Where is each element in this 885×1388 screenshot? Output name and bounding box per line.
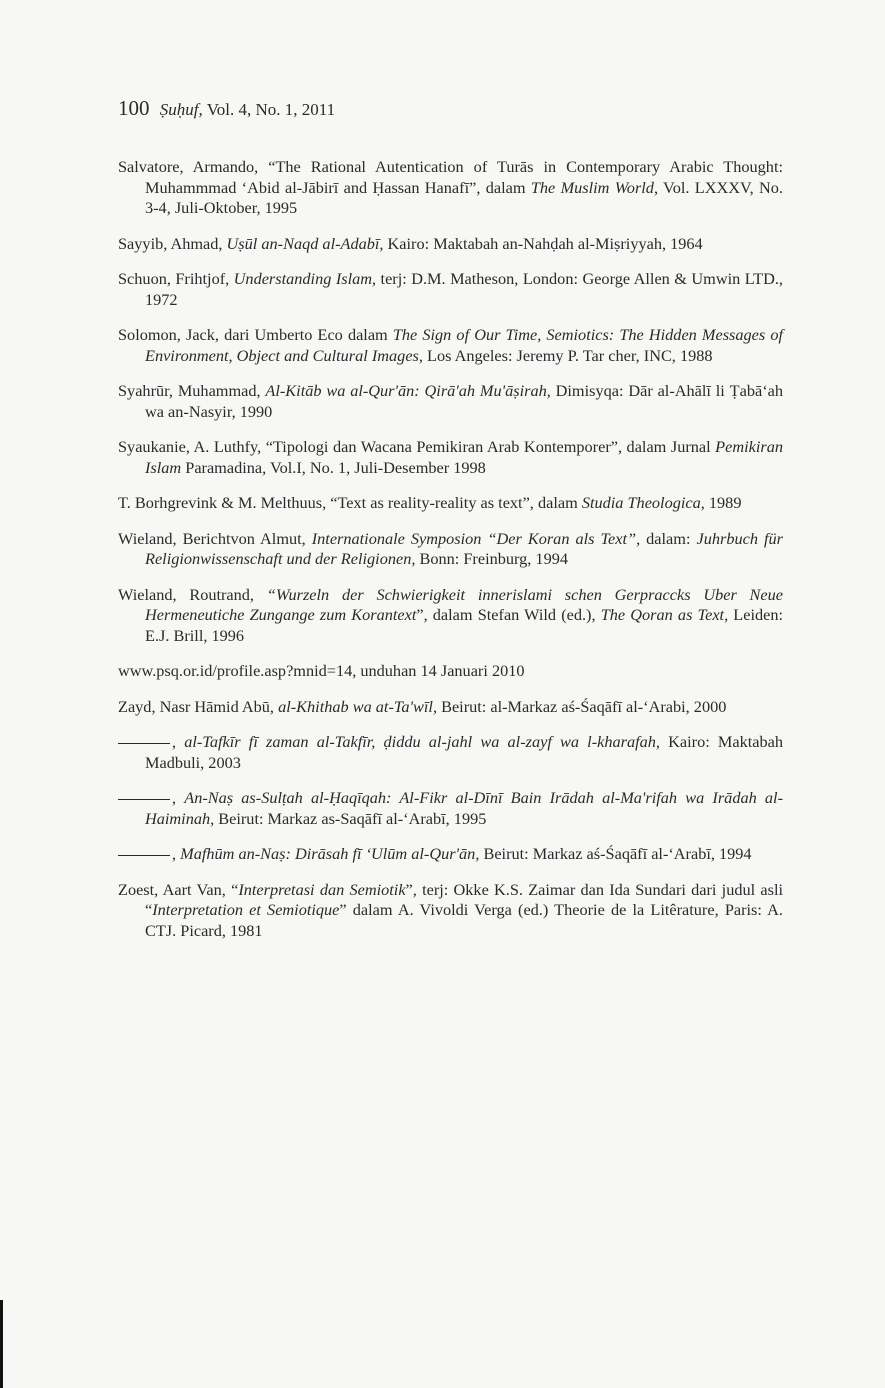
reference-text-segment: ” dalam A. Vivoldi Verga (ed.) Theorie de la Litêrature, Paris: A. CTJ. Picard, 1981 <box>145 900 783 940</box>
reference-italic-segment: al-Tafkīr fī zaman al-Takfīr, ḍiddu al-jahl wa al-zayf wa l-kharafah, <box>184 732 660 751</box>
reference-italic-segment: The Muslim World <box>530 177 654 197</box>
reference-text-segment: Beirut: al-Markaz aś-Śaqāfī al-‘Arabi, 2000 <box>437 696 727 716</box>
reference-entry <box>118 234 783 255</box>
reference-text-segment: www.psq.or.id/profile.asp?mnid=14, unduhan 14 Januari 2010 <box>118 661 525 680</box>
repeat-author-dash <box>118 799 170 800</box>
reference-text-segment: , <box>172 844 181 863</box>
reference-italic-segment: Interpretasi dan Semiotik <box>238 879 406 899</box>
reference-text-segment: dalam: <box>640 528 697 548</box>
reference-italic-segment: Al-Kitāb wa al-Qur'ān: Qirā'ah Mu'āṣirah, <box>265 381 551 400</box>
reference-italic-segment: Pemikiran Islam <box>145 437 783 477</box>
reference-text-segment: Wieland, Routrand, <box>118 584 267 604</box>
reference-text-segment: ”, terj: Okke K.S. Zaimar dan Ida Sundari dari judul asli “ <box>145 879 783 919</box>
reference-entry <box>118 157 783 219</box>
reference-text-segment: Kairo: Maktabah an-Nahḍah al-Miṣriyyah, 1964 <box>383 233 703 253</box>
reference-italic-segment: Studia Theologica <box>581 493 701 512</box>
reference-entry <box>118 437 783 478</box>
reference-italic-segment: The Qoran as Text, <box>600 605 729 624</box>
reference-text-segment: , 1989 <box>700 493 742 512</box>
reference-text-segment: Syaukanie, A. Luthfy, “Tipologi dan Wacana Pemikiran Arab Kontemporer”, dalam Jurnal <box>118 437 716 456</box>
journal-volume: Vol. 4, No. 1, 2011 <box>206 100 336 119</box>
repeat-author-dash <box>118 743 170 744</box>
reference-italic-segment: The Sign of Our Time, Semiotics: The Hidden Messages of Environment, Object and Cultural Images, <box>145 325 784 365</box>
reference-text-segment: T. Borhgrevink & M. Melthuus, “Text as reality-reality as text”, dalam <box>118 493 582 512</box>
reference-list <box>118 157 783 956</box>
reference-text-segment: Syahrūr, Muhammad, <box>118 381 266 400</box>
reference-italic-segment: Mafhūm an-Naṣ: Dirāsah fī ‘Ulūm al-Qur'ān, <box>180 844 480 863</box>
reference-text-segment: , <box>172 732 185 751</box>
reference-italic-segment: Internationale Symposion “Der Koran als Text”, <box>311 528 641 548</box>
reference-text-segment: Dimisyqa: Dār al-Ahālī li Ṭabā‘ah wa an-Nasyir, 1990 <box>145 381 784 421</box>
reference-text-segment: Sayyib, Ahmad, <box>118 233 227 253</box>
reference-text-segment: Paramadina, Vol.I, No. 1, Juli-Desember 1998 <box>181 457 486 477</box>
scan-edge-mark <box>0 1300 3 1388</box>
reference-text-segment: , terj: D.M. Matheson, London: George Allen & Umwin LTD., 1972 <box>145 269 783 309</box>
reference-text-segment: Zayd, Nasr Hāmid Abū, <box>118 696 279 716</box>
repeat-author-dash <box>118 855 170 856</box>
journal-title: Ṣuḥuf, <box>159 100 203 119</box>
reference-text-segment: Salvatore, Armando, “The Rational Autentication of Turās in Contemporary Arabic Thought: Muhammmad ‘Abid al-Jābirī and Ḥassan Hanafī”, dalam <box>118 157 783 197</box>
reference-text-segment: , <box>172 788 185 807</box>
reference-text-segment: Bonn: Freinburg, 1994 <box>415 549 568 568</box>
reference-entry <box>118 732 783 773</box>
reference-italic-segment: An-Naṣ as-Sulṭah al-Ḥaqīqah: Al-Fikr al-Dīnī Bain Irādah al-Ma'rifah wa Irādah al-Haiminah, <box>145 788 784 828</box>
reference-entry <box>118 697 783 718</box>
reference-entry <box>118 844 783 865</box>
reference-text-segment: Beirut: Markaz as-Saqāfī al-‘Arabī, 1995 <box>214 808 487 828</box>
reference-italic-segment: Uṣūl an-Naqd al-Adabī, <box>226 233 384 253</box>
reference-text-segment: Kairo: Maktabah Madbuli, 2003 <box>145 732 784 772</box>
reference-entry <box>118 529 783 570</box>
reference-italic-segment: al-Khithab wa at-Ta'wīl, <box>278 696 438 716</box>
reference-text-segment: ”, dalam Stefan Wild (ed.), <box>416 605 601 624</box>
reference-text-segment: Wieland, Berichtvon Almut, <box>118 528 312 548</box>
reference-entry <box>118 880 783 942</box>
reference-entry <box>118 493 783 514</box>
page-number: 100 <box>118 96 150 120</box>
reference-text-segment: Schuon, Frihtjof, <box>118 269 234 288</box>
reference-text-segment: Los Angeles: Jeremy P. Tar cher, INC, 1988 <box>422 345 713 365</box>
reference-entry <box>118 585 783 647</box>
reference-text-segment: Solomon, Jack, dari Umberto Eco dalam <box>118 325 393 344</box>
reference-entry <box>118 788 783 829</box>
reference-entry <box>118 381 783 422</box>
reference-text-segment: Zoest, Aart Van, “ <box>118 879 239 899</box>
reference-italic-segment: Interpretation et Semiotique <box>152 900 340 919</box>
reference-italic-segment: “Wurzeln der Schwierigkeit innerislami schen Gerpraccks Uber Neue Hermeneutiche Zungange zum Korantext <box>145 584 784 624</box>
reference-entry <box>118 661 783 682</box>
reference-entry <box>118 269 783 310</box>
reference-text-segment: , Vol. LXXXV, No. 3-4, Juli-Oktober, 1995 <box>145 177 783 217</box>
reference-text-segment: Beirut: Markaz aś-Śaqāfī al-‘Arabī, 1994 <box>479 844 752 863</box>
reference-italic-segment: Understanding Islam <box>233 269 373 288</box>
reference-entry <box>118 325 783 366</box>
reference-text-segment: Leiden: E.J. Brill, 1996 <box>145 605 784 645</box>
running-header <box>118 96 335 121</box>
reference-italic-segment: Juhrbuch für Religionwissenschaft und der Religionen, <box>145 528 784 568</box>
